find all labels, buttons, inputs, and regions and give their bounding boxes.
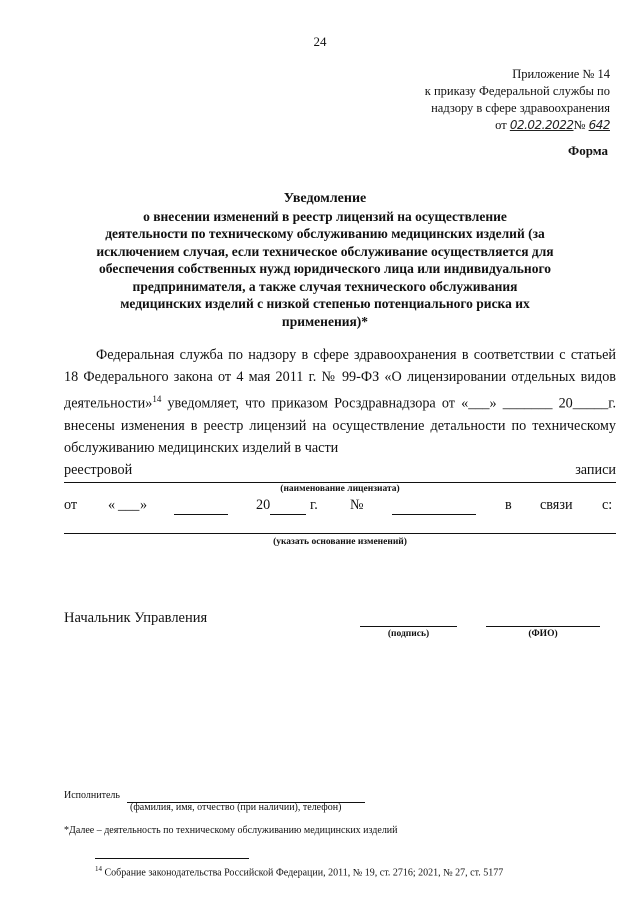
year-suffix: г. [310, 497, 318, 513]
quote-open: « [108, 497, 116, 513]
footnote-ref: 14 [152, 394, 162, 404]
registry-record-line [64, 459, 616, 481]
footnote-separator [95, 858, 249, 859]
appendix-line-1: Приложение № 14 [512, 67, 610, 81]
day-blank: ___ [118, 497, 140, 513]
body-text-part-2: уведомляет, что приказом Росздравнадзора от «___» _______ 20_____г. внесены изменения в реестр лицензий на осуществление детальности по техническому обслуживанию медицинских изделий в части [64, 395, 616, 456]
appendix-line-3: надзору в сфере здравоохранения [431, 101, 610, 115]
s-label: с: [602, 497, 613, 513]
handwritten-number: 642 [588, 118, 610, 132]
year-blank-line [270, 514, 306, 515]
footnote-text: Собрание законодательства Российской Федерации, 2011, № 19, ст. 2716; 2021, № 27, ст. 5177 [102, 867, 504, 879]
executor-caption: (фамилия, имя, отчество (при наличии), телефон) [130, 802, 342, 813]
footnote-number: 14 [95, 865, 102, 873]
appendix-order-ref [425, 117, 610, 134]
executor-label: Исполнитель [64, 790, 120, 801]
body-paragraph [64, 344, 616, 481]
number-sign: № [573, 118, 586, 132]
signature-line [360, 626, 457, 627]
appendix-line-2: к приказу Федеральной службы по [424, 84, 610, 98]
form-label: Форма [568, 143, 608, 158]
title-line-5: обеспечения собственных нужд юридического лица или индивидуального [99, 261, 551, 276]
year-prefix: 20 [256, 497, 271, 513]
signature-caption: (подпись) [387, 629, 430, 639]
registry-right: записи [575, 461, 616, 478]
registry-left: реестровой [64, 461, 133, 478]
title-line-2: о внесении изменений в реестр лицензий на осуществление [143, 208, 507, 224]
title-line-6: предпринимателя, а также случая технического обслуживания [132, 278, 518, 294]
quote-close: » [140, 497, 148, 513]
handwritten-date: 02.02.2022 [509, 118, 574, 132]
ot-label: от [64, 497, 78, 513]
document-title [60, 190, 590, 330]
title-line-3: деятельности по техническому обслуживанию медицинских изделий (за [105, 226, 545, 241]
from-prefix: от [495, 118, 507, 132]
definition-note: *Далее – деятельность по техническому обслуживанию медицинских изделий [64, 825, 398, 836]
fio-caption: (ФИО) [528, 629, 558, 639]
title-line-8: применения)* [281, 313, 369, 329]
body-text [64, 344, 616, 459]
appendix-header [425, 66, 610, 134]
month-blank-line [174, 514, 228, 515]
page-number: 24 [313, 34, 327, 49]
number-blank-line [392, 514, 476, 515]
fio-line [486, 626, 600, 627]
title-line-1: Уведомление [283, 191, 367, 206]
basis-line [64, 533, 616, 534]
title-line-4: исключением случая, если техническое обслуживание осуществляется для [96, 243, 554, 259]
licensee-caption: (наименование лицензиата) [280, 484, 400, 494]
signer-title: Начальник Управления [64, 610, 208, 626]
footnote [95, 865, 503, 878]
number-sign-label: № [350, 497, 364, 513]
basis-caption: (указать основание изменений) [273, 537, 407, 547]
licensee-line [64, 482, 616, 483]
title-line-7: медицинских изделий с низкой степенью потенциального риска их [120, 296, 530, 311]
body-text-part-1: Федеральная служба по надзору в сфере здравоохранения в соответствии с статьей 18 Федерального закона от 4 мая 2011 г. № 99-ФЗ «О лицензировании отдельных видов деятельности» [64, 347, 616, 412]
svyazi-label: связи [540, 497, 573, 513]
v-label: в [505, 497, 512, 513]
